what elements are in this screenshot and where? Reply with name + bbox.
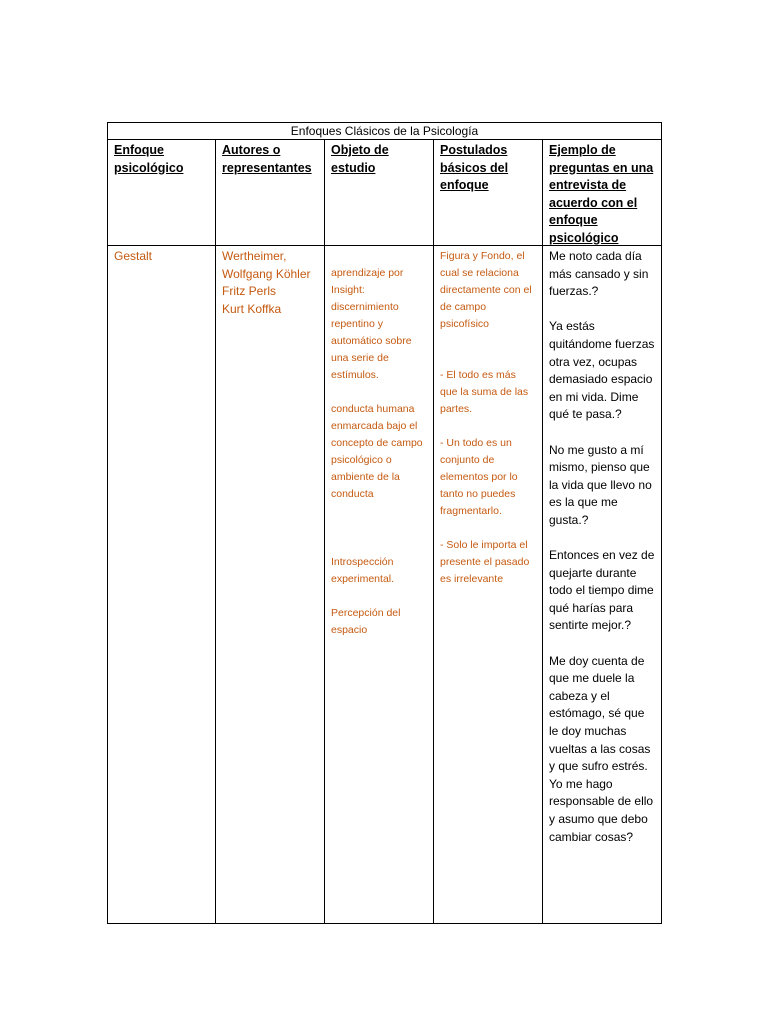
author-item: Wertheimer, <box>222 249 287 263</box>
cell-autores <box>216 246 325 923</box>
header-cell-enfoque <box>108 140 216 245</box>
header-cell-autores <box>216 140 325 245</box>
author-item: Fritz Perls <box>222 284 276 298</box>
question-paragraph: No me gusto a mí mismo, pienso que la vida que llevo no es la que me gusta.? <box>549 442 652 527</box>
objeto-paragraph: aprendizaje por Insight: discernimiento repentino y automático sobre una serie de estímulos. <box>331 267 412 381</box>
objeto-paragraph: Percepción del espacio <box>331 607 401 636</box>
question-paragraph: Entonces en vez de quejarte durante todo el tiempo dime qué harías para sentirte mejor.? <box>549 548 655 633</box>
objeto-paragraph: conducta humana enmarcada bajo el concepto de campo psicológico o ambiente de la conducta <box>331 403 423 500</box>
postulado-paragraph: - El todo es más que la suma de las partes. <box>440 369 529 415</box>
header-cell-postulados <box>434 140 543 245</box>
header-preguntas: Ejemplo de preguntas en una entrevista de acuerdo con el enfoque psicológico <box>549 143 654 245</box>
header-objeto: Objeto de estudio <box>331 143 389 175</box>
cell-preguntas <box>543 246 661 923</box>
question-paragraph: Ya estás quitándome fuerzas otra vez, ocupas demasiado espacio en mi vida. Dime qué te pasa.? <box>549 319 655 422</box>
postulado-paragraph: - Solo le importa el presente el pasado es irrelevante <box>440 539 530 585</box>
author-item: Wolfgang Köhler <box>222 266 311 281</box>
header-autores: Autores o representantes <box>222 143 312 175</box>
objeto-paragraph: Introspección experimental. <box>331 556 395 585</box>
header-cell-objeto <box>325 140 434 245</box>
question-paragraph: Me noto cada día más cansado y sin fuerzas.? <box>549 249 649 299</box>
header-postulados: Postulados básicos del enfoque <box>440 143 509 192</box>
postulado-paragraph: - Un todo es un conjunto de elementos por lo tanto no puedes fragmentarlo. <box>440 437 518 517</box>
table-title: Enfoques Clásicos de la Psicología <box>108 123 661 140</box>
postulado-paragraph: Figura y Fondo, el cual se relaciona directamente con el de campo psicofísico <box>440 250 532 330</box>
enfoque-name: Gestalt <box>114 249 153 263</box>
author-item: Kurt Koffka <box>222 301 282 316</box>
cell-enfoque <box>108 246 216 923</box>
cell-objeto <box>325 246 434 923</box>
table-header-row <box>108 140 661 246</box>
cell-postulados <box>434 246 543 923</box>
question-paragraph: Me doy cuenta de que me duele la cabeza y el estómago, sé que le doy muchas vueltas a las cosas y que sufro estrés. <box>549 653 651 774</box>
header-enfoque: Enfoque psicológico <box>114 143 184 175</box>
question-paragraph: Yo me hago responsable de ello y asumo que debo cambiar cosas? <box>549 776 654 844</box>
table-row-gestalt <box>108 246 661 923</box>
psychology-approaches-table <box>107 122 662 924</box>
header-cell-preguntas <box>543 140 661 245</box>
